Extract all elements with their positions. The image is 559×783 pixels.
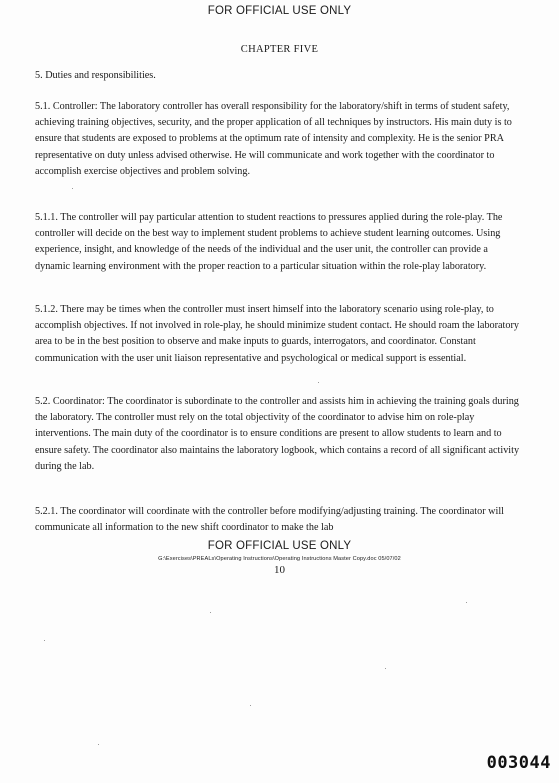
- paragraph-5-2: [35, 394, 521, 475]
- file-path-footer: G:\Exercises\PREALs\Operating Instructions\Operating Instructions Master Copy.doc 05/07/02: [158, 556, 401, 562]
- bates-number: 003044: [486, 753, 551, 773]
- paragraph-text: 5.1.1. The controller will pay particular attention to student reactions to pressures applied during the role-play. The controller will decide on the best way to implement student problems to achieve student learning outcomes. Using experience, insight, and knowledge of the needs of the individual and the user unit, the controller can provide a dynamic learning environment with the proper reaction to a particular situation within the role-play laboratory.: [35, 212, 503, 272]
- paragraph-text: 5.2. Coordinator: The coordinator is subordinate to the controller and assists him in achieving the training goals during the laboratory. The controller must rely on the total objectivity of the coordinator to advise him on role-play interventions. The main duty of the coordinator is to ensure conditions are present to allow students to learn and to ensure safety. The coordinator also maintains the laboratory logbook, which contains a record of all significant activity during the lab.: [35, 396, 520, 472]
- scan-speck: [44, 640, 45, 641]
- classification-footer: FOR OFFICIAL USE ONLY: [207, 540, 352, 552]
- section-heading-text: 5. Duties and responsibilities.: [35, 70, 156, 81]
- page-number: 10: [274, 564, 285, 576]
- scan-speck: [98, 744, 99, 745]
- paragraph-5-2-1: [35, 504, 521, 536]
- paragraph-5-1: [35, 99, 521, 180]
- scan-speck: [210, 612, 211, 613]
- paragraph-text: 5.1. Controller: The laboratory controller has overall responsibility for the laboratory/shift in terms of student safety, achieving training objectives, security, and the proper application of all techniques by instructors. His main duty is to ensure that students are exposed to problems at the optimum rate of intensity and complexity. He is the senior PRA representative on duty unless advised otherwise. He will communicate and work together with the coordinator to accomplish exercise objectives and problem solving.: [35, 101, 512, 177]
- scan-speck: [72, 188, 73, 189]
- paragraph-text: 5.2.1. The coordinator will coordinate with the controller before modifying/adjusting training. The coordinator will communicate all information to the new shift coordinator to make the lab: [35, 506, 504, 534]
- scan-speck: [385, 668, 386, 669]
- paragraph-text: 5.1.2. There may be times when the controller must insert himself into the laboratory scenario using role-play, to accomplish objectives. If not involved in role-play, he should minimize student contact. He should roam the laboratory area to be in the best position to observe and make inputs to guards, interrogators, and coordinator. Constant communication with the user unit liaison representative and psychological or medical support is essential.: [35, 304, 519, 364]
- chapter-title: CHAPTER FIVE: [240, 44, 319, 55]
- paragraph-5-1-2: [35, 302, 521, 367]
- paragraph-5-1-1: [35, 210, 521, 275]
- scan-speck: [250, 705, 251, 706]
- section-heading: [35, 68, 521, 84]
- scan-speck: [318, 382, 319, 383]
- classification-header: FOR OFFICIAL USE ONLY: [207, 5, 352, 17]
- scan-speck: [466, 602, 467, 603]
